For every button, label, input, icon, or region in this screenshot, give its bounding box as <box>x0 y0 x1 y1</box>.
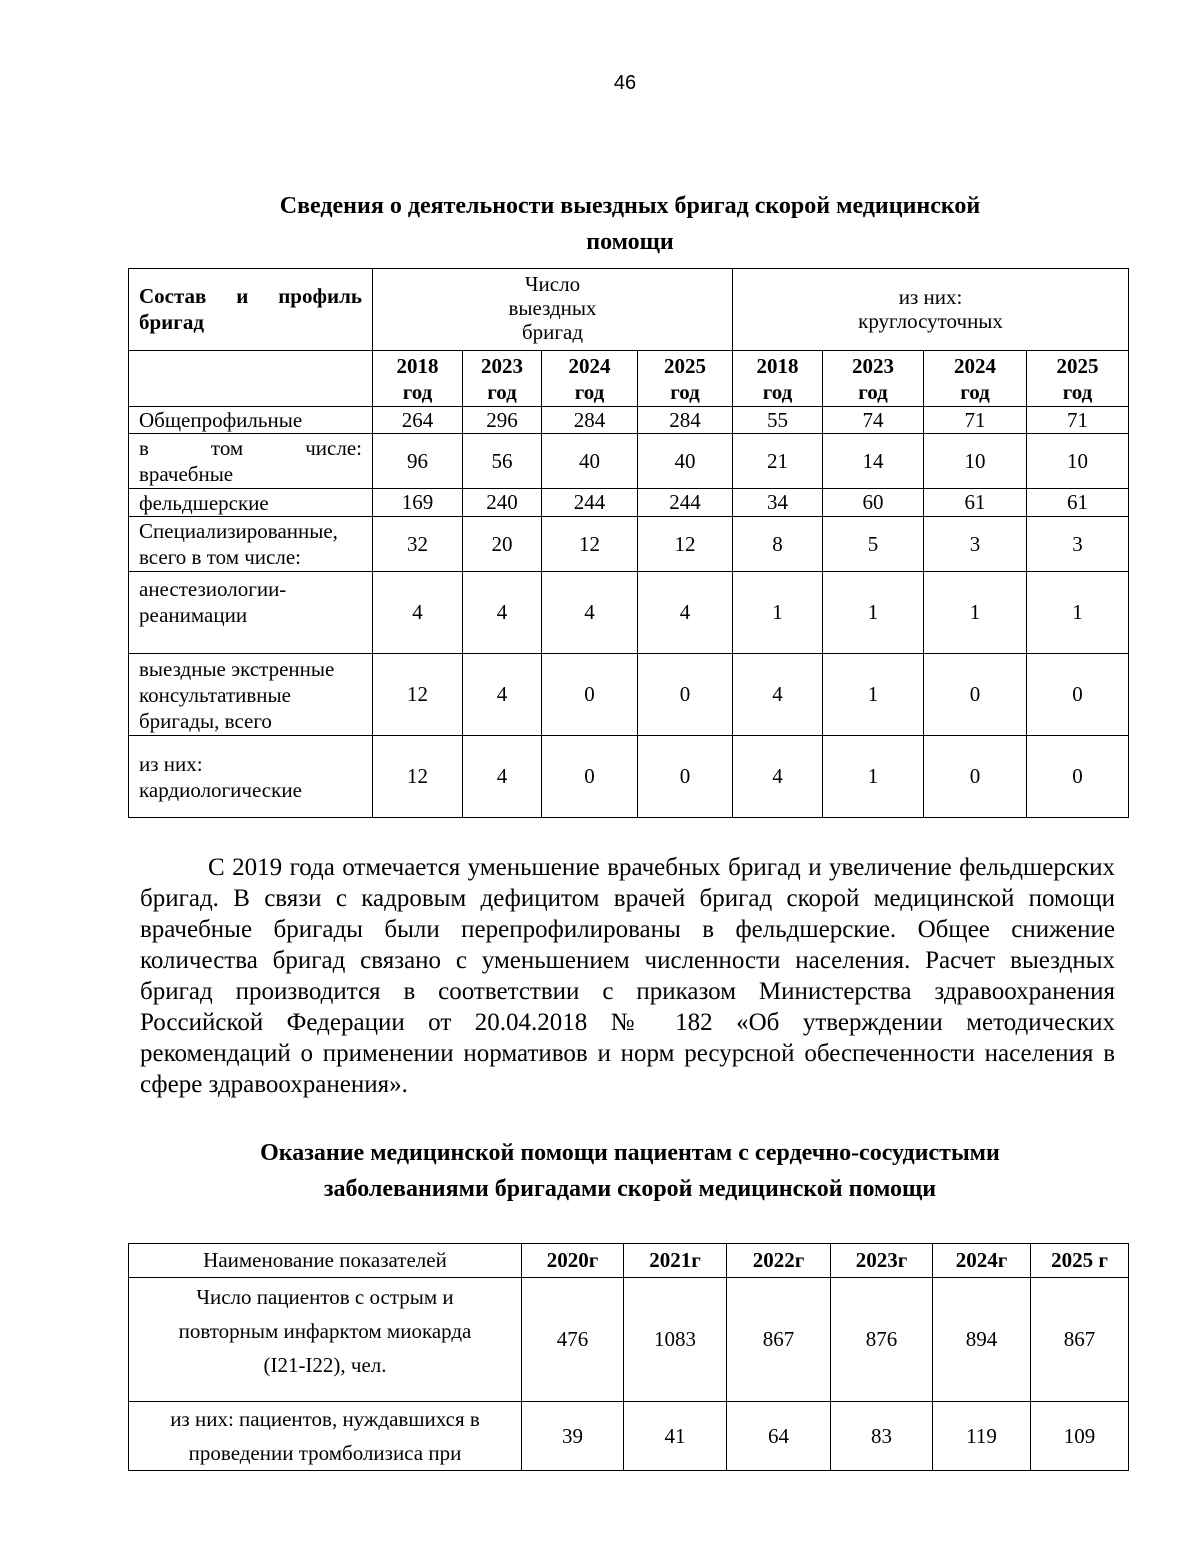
table-cell: 1 <box>823 736 924 818</box>
table-cell: 4 <box>463 572 542 654</box>
table-cell: 12 <box>542 517 638 572</box>
heading-line: заболеваниями бригадами скорой медицинской помощи <box>323 1176 937 1202</box>
table-row <box>129 407 1129 434</box>
heading-brigades-activity <box>130 188 1130 260</box>
row-label: анестезиологии- реанимации <box>129 572 373 654</box>
cardio-table <box>128 1243 1129 1471</box>
row-label: из них: пациентов, нуждавшихся в проведении тромболизиса при <box>129 1402 522 1471</box>
table-cell: 56 <box>463 434 542 489</box>
row-label: Специализированные, всего в том числе: <box>129 517 373 572</box>
table-cell: 244 <box>542 489 638 517</box>
table-cell: 0 <box>638 654 733 736</box>
table-cell: 894 <box>933 1278 1031 1402</box>
heading-line: Оказание медицинской помощи пациентам с сердечно-сосудистыми <box>260 1140 1000 1166</box>
table-cell: 169 <box>373 489 463 517</box>
table-cell: 876 <box>831 1278 933 1402</box>
table-cell: 83 <box>831 1402 933 1471</box>
table-row <box>129 572 1129 654</box>
table-cell: 74 <box>823 407 924 434</box>
table-cell: 0 <box>542 736 638 818</box>
table-cell: 40 <box>542 434 638 489</box>
table-cell: 119 <box>933 1402 1031 1471</box>
heading-line: помощи <box>586 229 674 255</box>
header-text: из них: <box>898 285 963 309</box>
header-text: профиль <box>278 284 362 308</box>
year-header: 2018 год <box>733 351 823 407</box>
table-row <box>129 654 1129 736</box>
row-label: выездные экстренные консультативные бригады, всего <box>129 654 373 736</box>
table-cell: 244 <box>638 489 733 517</box>
header-text: бригад <box>139 310 204 334</box>
table-cell: 39 <box>522 1402 624 1471</box>
row-label: из них: кардиологические <box>129 736 373 818</box>
table-cell: 21 <box>733 434 823 489</box>
header-group-round-the-clock <box>733 269 1129 351</box>
table-cell: 61 <box>924 489 1027 517</box>
table-cell: 1 <box>823 572 924 654</box>
table-cell: 71 <box>924 407 1027 434</box>
table-cell: 4 <box>373 572 463 654</box>
table-cell: 109 <box>1031 1402 1129 1471</box>
table-cell: 4 <box>463 654 542 736</box>
table-row <box>129 1278 1129 1402</box>
table-cell: 0 <box>1027 654 1129 736</box>
table-cell: 264 <box>373 407 463 434</box>
table-cell: 3 <box>924 517 1027 572</box>
header-text: выездных <box>508 296 597 320</box>
header-text: Состав <box>139 284 207 308</box>
table-cell: 0 <box>542 654 638 736</box>
year-header: 2024 год <box>924 351 1027 407</box>
year-header: 2024г <box>933 1244 1031 1278</box>
table-cell: 1 <box>1027 572 1129 654</box>
table-cell: 4 <box>733 736 823 818</box>
table-row <box>129 489 1129 517</box>
brigades-table <box>128 268 1129 818</box>
year-header: 2025 год <box>638 351 733 407</box>
table-cell: 1 <box>733 572 823 654</box>
table-cell: 64 <box>727 1402 831 1471</box>
year-header: 2023г <box>831 1244 933 1278</box>
year-header: 2022г <box>727 1244 831 1278</box>
table-cell: 12 <box>373 654 463 736</box>
table-cell: 71 <box>1027 407 1129 434</box>
table-cell: 4 <box>463 736 542 818</box>
table-cell: 12 <box>638 517 733 572</box>
table-cell: 4 <box>733 654 823 736</box>
year-header: 2025 год <box>1027 351 1129 407</box>
table-cell: 14 <box>823 434 924 489</box>
year-header: 2023 год <box>823 351 924 407</box>
header-group-total <box>373 269 733 351</box>
table-cell: 55 <box>733 407 823 434</box>
table-cell: 8 <box>733 517 823 572</box>
table-cell: 4 <box>638 572 733 654</box>
year-header: 2023 год <box>463 351 542 407</box>
table-cell: 0 <box>638 736 733 818</box>
table-cell: 0 <box>1027 736 1129 818</box>
table-cell: 32 <box>373 517 463 572</box>
table-cell: 0 <box>924 654 1027 736</box>
year-header: 2020г <box>522 1244 624 1278</box>
table-cell: 284 <box>638 407 733 434</box>
table-cell: 5 <box>823 517 924 572</box>
table-cell: 867 <box>727 1278 831 1402</box>
table-cell: 3 <box>1027 517 1129 572</box>
year-header: 2018 год <box>373 351 463 407</box>
table-cell: 10 <box>924 434 1027 489</box>
header-text: бригад <box>521 320 584 344</box>
table-cell: 96 <box>373 434 463 489</box>
table-header-row <box>129 1244 1129 1278</box>
heading-line: Сведения о деятельности выездных бригад скорой медицинской <box>279 193 981 219</box>
year-header: 2025 г <box>1031 1244 1129 1278</box>
header-text: Число <box>524 272 581 296</box>
table-cell: 0 <box>924 736 1027 818</box>
year-header: 2021г <box>624 1244 727 1278</box>
table-cell: 60 <box>823 489 924 517</box>
page-number: 46 <box>613 72 637 94</box>
table-cell: 40 <box>638 434 733 489</box>
header-text: и <box>236 284 249 308</box>
table-row <box>129 736 1129 818</box>
table-cell: 4 <box>542 572 638 654</box>
header-indicator-name: Наименование показателей <box>129 1244 522 1278</box>
table-cell: 240 <box>463 489 542 517</box>
row-label: в том числе: врачебные <box>129 434 373 489</box>
table-cell: 1083 <box>624 1278 727 1402</box>
table-row <box>129 517 1129 572</box>
header-text: круглосуточных <box>858 309 1003 333</box>
table-cell: 34 <box>733 489 823 517</box>
table-cell: 20 <box>463 517 542 572</box>
table-cell: 476 <box>522 1278 624 1402</box>
table-cell: 41 <box>624 1402 727 1471</box>
row-label: фельдшерские <box>129 489 373 517</box>
body-paragraph: С 2019 года отмечается уменьшение врачебных бригад и увеличение фельдшерских бригад. В связи с кадровым дефицитом врачей бригад скорой медицинской помощи врачебные бригады были перепрофилированы в фельдшерские. Общее снижение количества бригад связано с уменьшением численности населения. Расчет выездных бригад производится в соответствии с приказом Министерства здравоохранения Российской Федерации от 20.04.2018 № 182 «Об утверждении методических рекомендаций о применении нормативов и норм ресурсной обеспеченности населения в сфере здравоохранения». <box>140 854 1115 1098</box>
table-cell: 1 <box>924 572 1027 654</box>
table-cell: 1 <box>823 654 924 736</box>
empty-header-cell <box>129 351 373 407</box>
table-cell: 10 <box>1027 434 1129 489</box>
table-row <box>129 434 1129 489</box>
table-cell: 867 <box>1031 1278 1129 1402</box>
table-cell: 284 <box>542 407 638 434</box>
table-row <box>129 1402 1129 1471</box>
table-cell: 12 <box>373 736 463 818</box>
year-header: 2024 год <box>542 351 638 407</box>
table-cell: 296 <box>463 407 542 434</box>
heading-cardio-care <box>130 1135 1130 1207</box>
header-composition-profile <box>129 269 373 351</box>
row-label: Число пациентов с острым и повторным инфарктом миокарда (I21-I22), чел. <box>129 1278 522 1402</box>
row-label: Общепрофильные <box>129 407 373 434</box>
table-cell: 61 <box>1027 489 1129 517</box>
